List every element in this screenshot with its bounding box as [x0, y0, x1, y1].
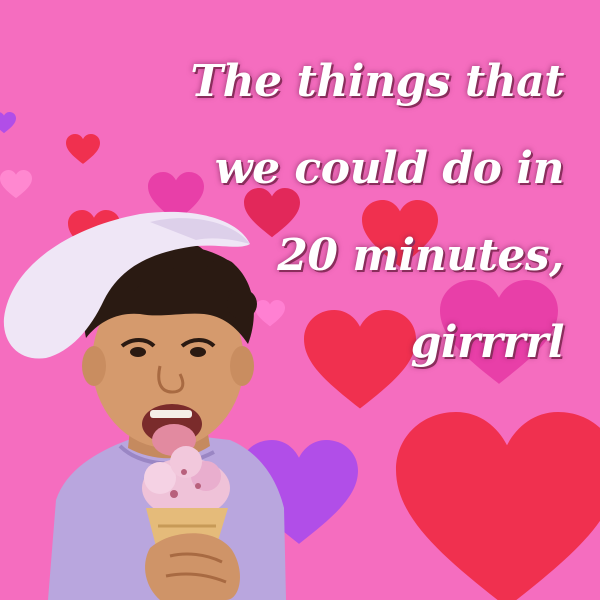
caption-line-2: we could do in	[214, 143, 564, 194]
caption	[144, 38, 564, 386]
caption-line-3: 20 minutes,	[277, 230, 564, 281]
caption-line-4: girrrrl	[410, 317, 564, 368]
caption-line-1: The things that	[190, 56, 564, 107]
